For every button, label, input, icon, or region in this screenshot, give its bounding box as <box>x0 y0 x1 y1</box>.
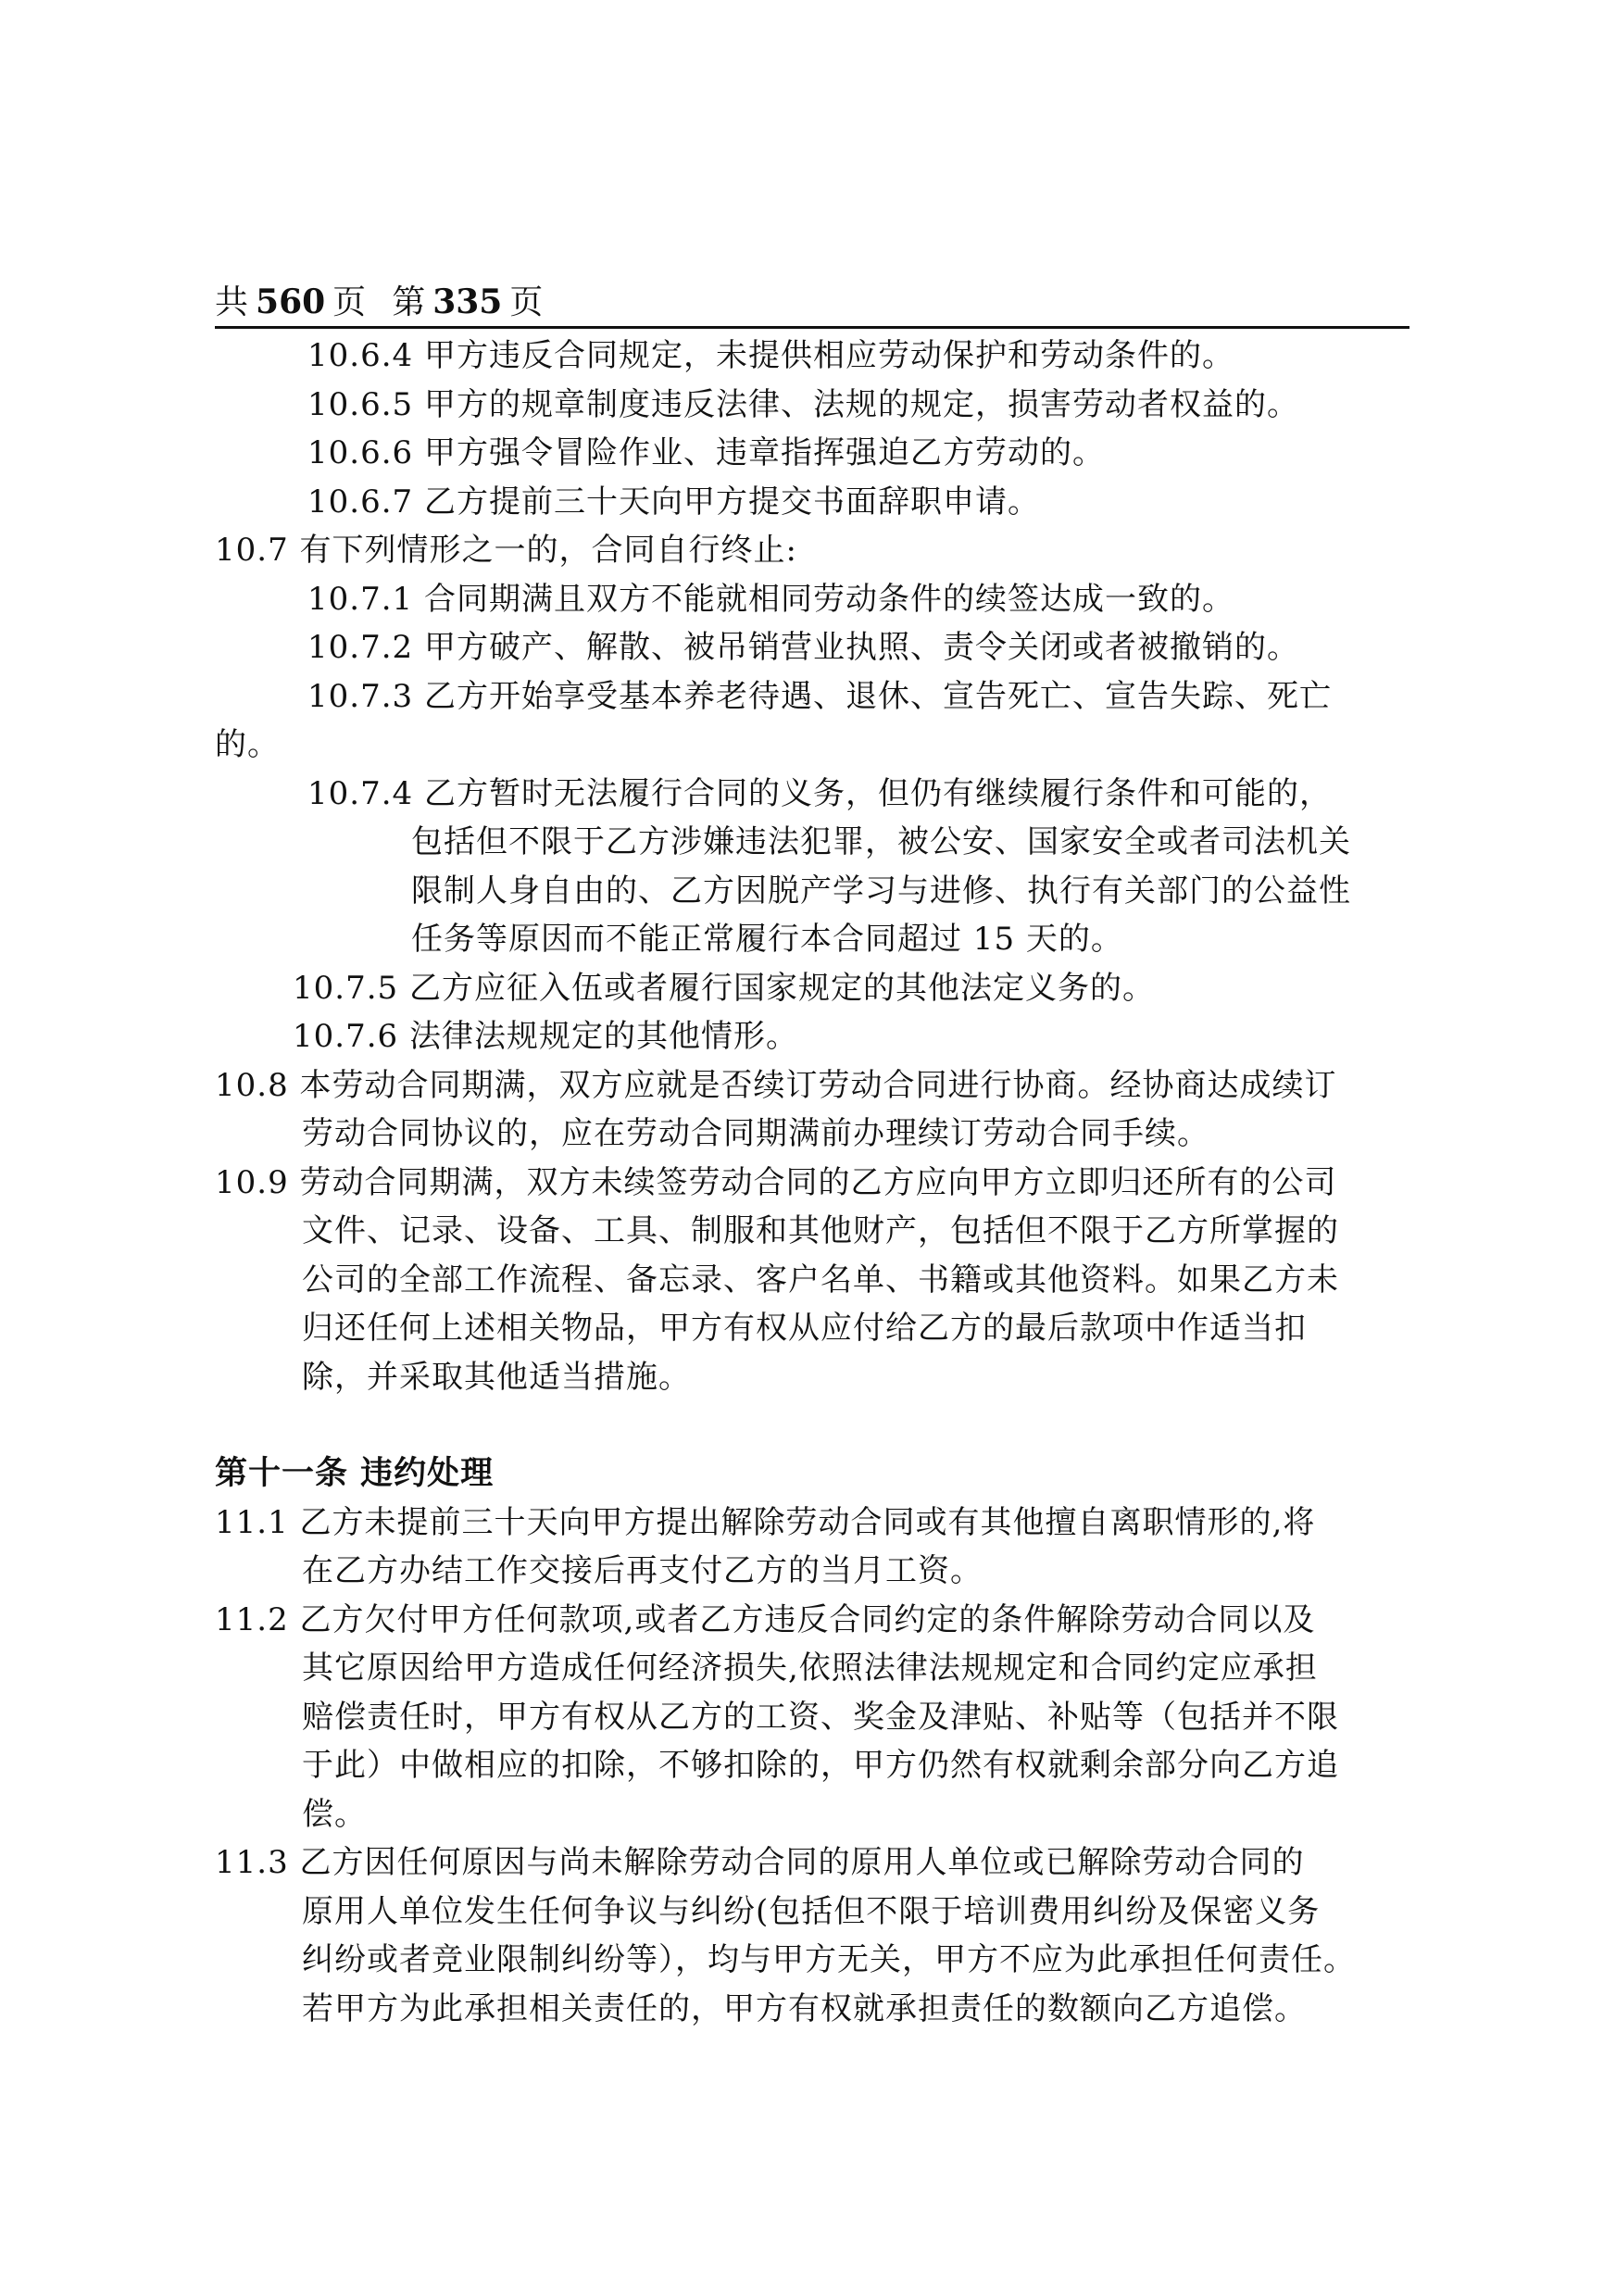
clause-10-8-line1: 10.8 本劳动合同期满，双方应就是否续订劳动合同进行协商。经协商达成续订 <box>215 1066 1337 1104</box>
total-prefix: 共 <box>215 283 249 321</box>
clause-11-3-line3: 纠纷或者竞业限制纠纷等），均与甲方无关，甲方不应为此承担任何责任。 <box>302 1941 1356 1978</box>
clause-10-7: 10.7 有下列情形之一的，合同自行终止: <box>215 532 797 569</box>
clause-10-7-4-line4: 任务等原因而不能正常履行本合同超过 15 天的。 <box>411 921 1123 958</box>
clause-10-7-6: 10.7.6 法律法规规定的其他情形。 <box>293 1018 798 1055</box>
clause-10-7-4-line2: 包括但不限于乙方涉嫌违法犯罪，被公安、国家安全或者司法机关 <box>411 823 1351 860</box>
clause-10-9-line5: 除，并采取其他适当措施。 <box>302 1358 691 1396</box>
clause-10-6-7: 10.6.7 乙方提前三十天向甲方提交书面辞职申请。 <box>307 483 1040 521</box>
clause-10-9-line4: 归还任何上述相关物品，甲方有权从应付给乙方的最后款项中作适当扣 <box>302 1310 1307 1347</box>
total-pages: 560 <box>256 282 326 321</box>
page-header <box>215 278 1409 329</box>
clause-10-9-line1: 10.9 劳动合同期满，双方未续签劳动合同的乙方应向甲方立即归还所有的公司 <box>215 1163 1337 1201</box>
clause-10-6-4: 10.6.4 甲方违反合同规定，未提供相应劳动保护和劳动条件的。 <box>307 337 1234 374</box>
current-prefix: 第 <box>392 283 426 321</box>
clause-10-7-1: 10.7.1 合同期满且双方不能就相同劳动条件的续签达成一致的。 <box>307 580 1234 618</box>
clause-11-3-line1: 11.3 乙方因任何原因与尚未解除劳动合同的原用人单位或已解除劳动合同的 <box>215 1844 1305 1881</box>
total-suffix: 页 <box>332 283 367 321</box>
clause-11-3-line2: 原用人单位发生任何争议与纠纷(包括但不限于培训费用纠纷及保密义务 <box>302 1892 1321 1930</box>
clause-10-7-2: 10.7.2 甲方破产、解散、被吊销营业执照、责令关闭或者被撤销的。 <box>307 629 1299 666</box>
clause-11-1-line1: 11.1 乙方未提前三十天向甲方提出解除劳动合同或有其他擅自离职情形的,将 <box>215 1503 1316 1541</box>
clause-10-8-line2: 劳动合同协议的，应在劳动合同期满前办理续订劳动合同手续。 <box>302 1115 1209 1152</box>
clause-11-3-line4: 若甲方为此承担相关责任的，甲方有权就承担责任的数额向乙方追偿。 <box>302 1989 1307 2027</box>
clause-11-2-line2: 其它原因给甲方造成任何经济损失,依照法律法规规定和合同约定应承担 <box>302 1650 1318 1687</box>
clause-11-2-line1: 11.2 乙方欠付甲方任何款项,或者乙方违反合同约定的条件解除劳动合同以及 <box>215 1600 1316 1638</box>
clause-10-7-4-line1: 10.7.4 乙方暂时无法履行合同的义务，但仍有继续履行条件和可能的， <box>307 774 1332 812</box>
article-11-title: 第十一条 违约处理 <box>215 1454 495 1492</box>
document-body <box>215 332 1409 2033</box>
current-suffix: 页 <box>509 283 544 321</box>
current-page: 335 <box>432 282 503 321</box>
clause-10-9-line2: 文件、记录、设备、工具、制服和其他财产，包括但不限于乙方所掌握的 <box>302 1212 1339 1249</box>
clause-11-1-line2: 在乙方办结工作交接后再支付乙方的当月工资。 <box>302 1552 983 1589</box>
clause-10-7-3-line2: 的。 <box>215 726 280 763</box>
clause-10-6-5: 10.6.5 甲方的规章制度违反法律、法规的规定，损害劳动者权益的。 <box>307 385 1299 423</box>
clause-10-9-line3: 公司的全部工作流程、备忘录、客户名单、书籍或其他资料。如果乙方未 <box>302 1261 1339 1299</box>
clause-10-7-5: 10.7.5 乙方应征入伍或者履行国家规定的其他法定义务的。 <box>293 969 1155 1007</box>
clause-10-6-6: 10.6.6 甲方强令冒险作业、违章指挥强迫乙方劳动的。 <box>307 434 1105 471</box>
clause-11-2-line3: 赔偿责任时，甲方有权从乙方的工资、奖金及津贴、补贴等（包括并不限 <box>302 1698 1339 1736</box>
clause-10-7-4-line3: 限制人身自由的、乙方因脱产学习与进修、执行有关部门的公益性 <box>411 872 1351 910</box>
clause-11-2-line4: 于此）中做相应的扣除，不够扣除的，甲方仍然有权就剩余部分向乙方追 <box>302 1747 1339 1784</box>
clause-11-2-line5: 偿。 <box>302 1795 367 1833</box>
clause-10-7-3-line1: 10.7.3 乙方开始享受基本养老待遇、退休、宣告死亡、宣告失踪、死亡 <box>307 677 1332 715</box>
